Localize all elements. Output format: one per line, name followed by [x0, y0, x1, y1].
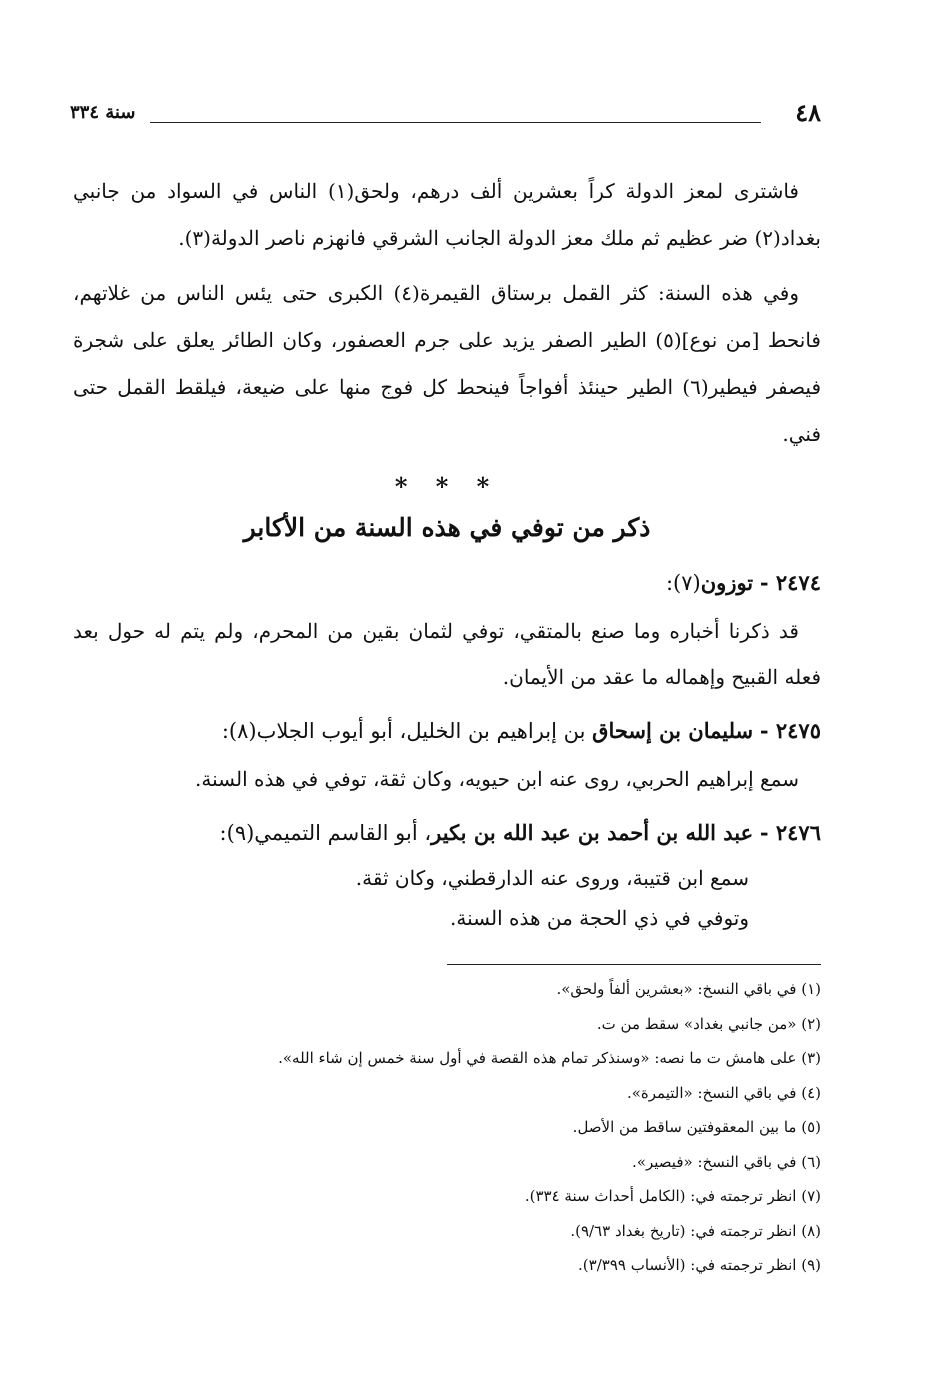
- footnote: (٤) في باقي النسخ: «التيمرة».: [626, 1083, 821, 1102]
- running-head: [70, 98, 821, 132]
- page-number: ٤٨: [795, 98, 821, 127]
- entry-body: سمع إبراهيم الحربي، روى عنه ابن حيويه، وكان ثقة، توفي في هذه السنة.: [195, 767, 799, 791]
- footnote: (٦) في باقي النسخ: «فيصير».: [632, 1152, 821, 1171]
- entry-name: توزون: [700, 570, 754, 595]
- year-label: سنة ٣٣٤: [70, 102, 136, 123]
- paragraph: وفي هذه السنة: كثر القمل برستاق القيمرة(٤) الكبرى حتى يئس الناس من غلاتهم، فانحط [من نوع](٥) الطير الصفر يزيد على جرم العصفور، وكان الطائر يعلق على شجرة فيصفر فيطير(٦) الطير حينئذ أفواجاً فينحط كل فوج منها على ضيعة، فيلقط القمل حتى فني.: [73, 281, 822, 446]
- footnote: (٢) «من جانبي بغداد» سقط من ت.: [596, 1014, 821, 1033]
- entry-heading: [73, 558, 821, 608]
- footnotes: [61, 972, 821, 1283]
- header-rule: [150, 122, 761, 123]
- entry-rest: (٧):: [665, 571, 701, 595]
- footnote: (٩) انظر ترجمته في: (الأنساب ٣/٣٩٩).: [578, 1256, 821, 1274]
- main-text: [73, 168, 821, 938]
- entry-heading: [73, 808, 821, 858]
- entry-body: قد ذكرنا أخباره وما صنع بالمتقي، توفي لثمان بقين من المحرم، ولم يتم له حول بعد فعله القبيح وإهماله ما عقد من الأيمان.: [73, 619, 821, 689]
- entry-rest: بن إبراهيم بن الخليل، أبو أيوب الجلاب(٨):: [221, 719, 586, 743]
- footnote: (٥) ما بين المعقوفتين ساقط من الأصل.: [572, 1118, 821, 1136]
- section-separator: * * *: [394, 472, 500, 501]
- entry-number: ٢٤٧٦ -: [759, 820, 821, 845]
- entry-name: سليمان بن إسحاق: [592, 718, 754, 743]
- entry-number: ٢٤٧٥ -: [759, 718, 821, 743]
- footnote: (٨) انظر ترجمته في: (تاريخ بغداد ٩/٦٣).: [570, 1221, 821, 1240]
- footnote: (٣) على هامش ت ما نصه: «وسنذكر تمام هذه القصة في أول سنة خمس إن شاء الله».: [278, 1049, 821, 1067]
- entry-body: وتوفي في ذي الحجة من هذه السنة.: [450, 906, 749, 930]
- entry-body: سمع ابن قتيبة، وروى عنه الدارقطني، وكان ثقة.: [355, 866, 749, 890]
- entry-heading: [73, 706, 821, 756]
- footnote: (٧) انظر ترجمته في: (الكامل أحداث سنة ٣٣٤).: [524, 1187, 821, 1205]
- entry-number: ٢٤٧٤ -: [759, 570, 821, 595]
- paragraph: فاشترى لمعز الدولة كراً بعشرين ألف درهم، ولحق(١) الناس في السواد من جانبي بغداد(٢) ضر عظيم ثم ملك معز الدولة الجانب الشرقي فانهزم ناصر الدولة(٣).: [73, 179, 821, 250]
- section-title: ذكر من توفي في هذه السنة من الأكابر: [243, 513, 651, 542]
- footnote: (١) في باقي النسخ: «بعشرين ألفاً ولحق».: [556, 980, 821, 998]
- footnote-rule: [447, 964, 821, 965]
- entry-name: عبد الله بن أحمد بن عبد الله بن بكير: [431, 820, 754, 845]
- entry-rest: ، أبو القاسم التميمي(٩):: [219, 821, 432, 845]
